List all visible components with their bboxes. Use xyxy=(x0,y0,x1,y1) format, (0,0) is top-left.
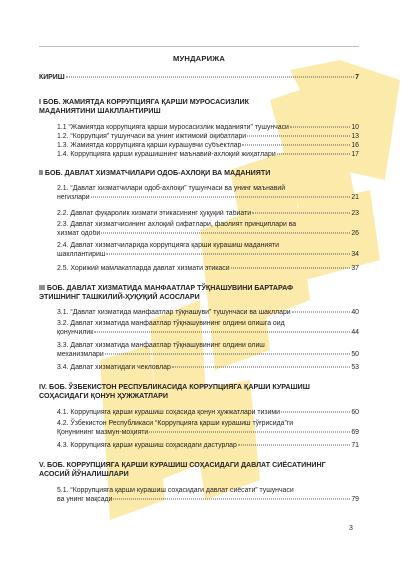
toc-entry[interactable]: 4.1. Коррупцияга қарши курашиш соҳасида қонун ҳужжатлари тизими 60 xyxy=(57,409,359,416)
toc-entry[interactable]: 2.3. Давлат хизматчисининг ахлоқий сифатлари, фаолият принциплари ва хизмат одоби 26 xyxy=(57,221,359,237)
toc-entry[interactable]: 2.1. “Давлат хизматчилари одоб-ахлоқи” тушунчаси ва унинг маънавий негизлари 21 xyxy=(57,185,359,201)
toc-entry[interactable]: 4.3. Коррупцияга қарши курашиш соҳасидаги дастурлар 71 xyxy=(57,442,359,449)
header-rule xyxy=(39,46,359,47)
chapter-heading: V. БОБ. КОРРУПЦИЯГА ҚАРШИ КУРАШИШ СОҲАСИДАГИ ДАВЛАТ СИЁСАТИНИНГ АСОСИЙ ЙЎНАЛИШЛАРИ xyxy=(39,461,326,478)
toc-entry[interactable]: 1.1 “Жамиятда коррупцияга қарши муросасизлик маданияти” тушунчаси 10 xyxy=(57,124,359,131)
page-number: 3 xyxy=(349,525,353,532)
toc-entry[interactable]: 1.3. Жамиятда коррупцияга қарши курашувчи субъектлар 16 xyxy=(57,142,359,149)
toc-entry-page: 7 xyxy=(355,74,359,81)
chapter-heading: II БОБ. ДАВЛАТ ХИЗМАТЧИЛАРИ ОДОБ-АХЛОҚИ ВА МАДАНИЯТИ xyxy=(39,169,271,177)
toc-entry[interactable]: 5.1. “Коррупцияга қарши курашиш соҳасидаги давлат сиёсати” тушунчаси ва унинг мақсади 79 xyxy=(57,487,359,503)
toc-entry[interactable]: 2.5. Хорижий мамлакатларда давлат хизмати этикаси 37 xyxy=(57,265,359,272)
toc-entry[interactable]: 3.2. Давлат хизматида манфаатлар тўқнашувининг олдини олишга оид қонунчилик 44 xyxy=(57,320,359,336)
toc-entry[interactable]: 1.4. Коррупцияга қарши курашишнинг маънавий-ахлоқий жиҳатлари 17 xyxy=(57,151,359,158)
chapter-heading: IV. БОБ. ЎЗБЕКИСТОН РЕСПУБЛИКАСИДА КОРРУПЦИЯГА ҚАРШИ КУРАШИШ СОҲАСИДАГИ ҚОНУН ҲУЖЖАТЛАРИ xyxy=(39,383,310,400)
toc-entry[interactable]: 3.1. “Давлат хизматида манфаатлар тўқнашуви” тушунчаси ва шакллари 40 xyxy=(57,309,359,316)
dot-leader xyxy=(66,77,355,78)
toc-entry[interactable]: 2.2. Давлат фуқаролик хизмати этикасининг ҳуқуқий табиати 23 xyxy=(57,210,359,217)
toc-entry-intro[interactable] xyxy=(39,74,359,83)
chapter-heading: III БОБ. ДАВЛАТ ХИЗМАТИДА МАНФААТЛАР ТЎҚНАШУВИНИ БАРТАРАФ ЭТИШНИНГ ТАШКИЛИЙ-ҲУҚУҚИЙ АСОСЛАРИ xyxy=(39,284,294,301)
page-title: МУНДАРИЖА xyxy=(172,54,226,63)
toc-entry[interactable]: 2.4. Давлат хизматчиларида коррупцияга қарши курашиш маданияти шакллантириш 34 xyxy=(57,242,359,258)
toc-entry[interactable]: 3.3. Давлат хизматида манфаатлар тўқнашувининг олдини олиш механизмлари 50 xyxy=(57,342,359,358)
chapter-heading: I БОБ. ЖАМИЯТДА КОРРУПЦИЯГА ҚАРШИ МУРОСАСИЗЛИК МАДАНИЯТИНИ ШАКЛЛАНТИРИШ xyxy=(39,98,249,115)
toc-entry-label: КИРИШ xyxy=(39,74,65,81)
toc-entry[interactable]: 1.2. “Коррупция” тушунчаси ва унинг ижтимоий оқибатлари 13 xyxy=(57,133,359,140)
toc-entry[interactable]: 3.4. Давлат хизматидаги чекловлар 53 xyxy=(57,364,359,371)
toc-entry[interactable]: 4.2. Ўзбекистон Республикаси “Коррупцияга қарши курашиш тўғрисида”ги Қонунининг мазмун-моҳияти 69 xyxy=(57,420,359,436)
